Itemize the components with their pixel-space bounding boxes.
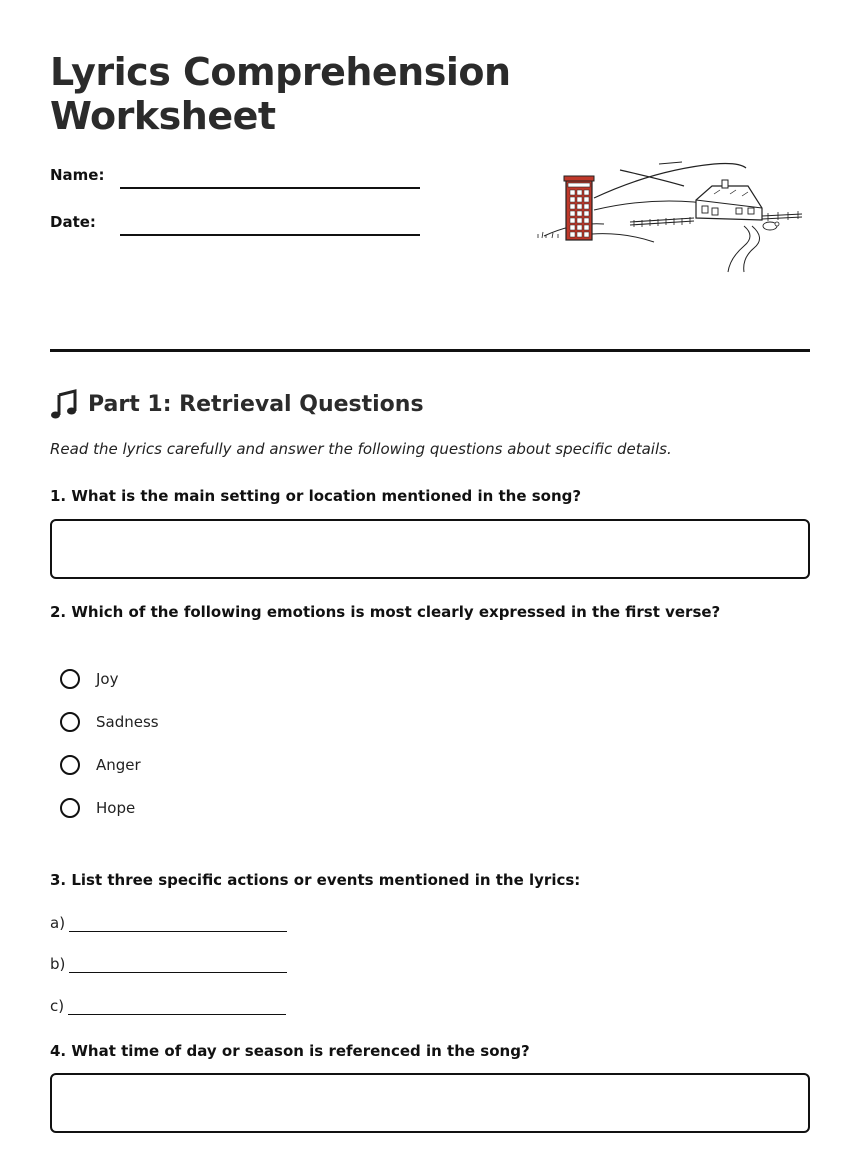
date-field-line[interactable] bbox=[120, 234, 420, 236]
blank-label: a) bbox=[50, 914, 66, 932]
option-label: Anger bbox=[96, 756, 141, 774]
option-joy[interactable] bbox=[60, 666, 118, 692]
section-divider bbox=[50, 349, 810, 352]
question-3: 3. List three specific actions or events mentioned in the lyrics: bbox=[50, 871, 581, 889]
blank-line[interactable] bbox=[69, 917, 287, 932]
name-field-line[interactable] bbox=[120, 187, 420, 189]
option-label: Joy bbox=[96, 670, 119, 688]
question-2: 2. Which of the following emotions is most clearly expressed in the first verse? bbox=[50, 603, 721, 621]
part1-instructions: Read the lyrics carefully and answer the following questions about specific details. bbox=[50, 440, 672, 458]
option-label: Hope bbox=[96, 799, 136, 817]
blank-line[interactable] bbox=[68, 1000, 286, 1015]
answer-blank-c[interactable] bbox=[50, 997, 286, 1015]
part1-heading-text: Part 1: Retrieval Questions bbox=[88, 391, 424, 417]
blank-line[interactable] bbox=[69, 958, 287, 973]
question-4: 4. What time of day or season is referenced in the song? bbox=[50, 1042, 530, 1060]
answer-blank-b[interactable] bbox=[50, 955, 287, 973]
radio-button[interactable] bbox=[60, 755, 80, 775]
option-hope[interactable] bbox=[60, 795, 135, 821]
date-label: Date: bbox=[50, 213, 96, 231]
option-anger[interactable] bbox=[60, 752, 141, 778]
radio-button[interactable] bbox=[60, 669, 80, 689]
blank-label: c) bbox=[50, 997, 65, 1015]
page-title: Lyrics Comprehension Worksheet bbox=[50, 50, 511, 138]
name-label: Name: bbox=[50, 166, 105, 184]
radio-button[interactable] bbox=[60, 798, 80, 818]
radio-button[interactable] bbox=[60, 712, 80, 732]
countryside-phone-box-illustration bbox=[534, 150, 804, 276]
option-label: Sadness bbox=[96, 713, 159, 731]
blank-label: b) bbox=[50, 955, 66, 973]
option-sadness[interactable] bbox=[60, 709, 159, 735]
music-note-icon bbox=[50, 389, 78, 419]
answer-box-4[interactable] bbox=[50, 1073, 810, 1133]
question-1: 1. What is the main setting or location mentioned in the song? bbox=[50, 487, 582, 505]
part1-heading bbox=[50, 389, 424, 419]
answer-box-1[interactable] bbox=[50, 519, 810, 579]
answer-blank-a[interactable] bbox=[50, 914, 287, 932]
